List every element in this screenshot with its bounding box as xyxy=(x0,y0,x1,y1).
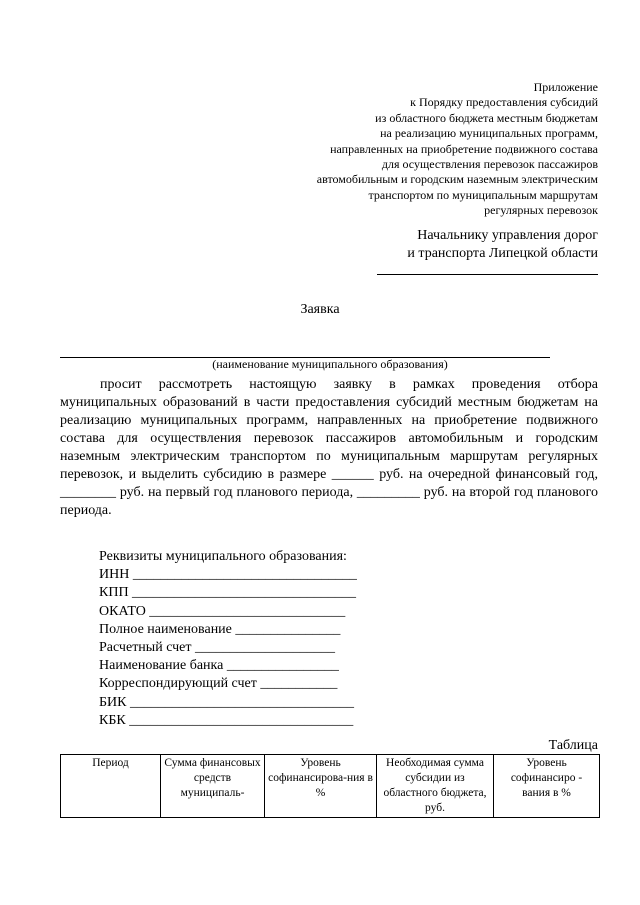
requisite-account: Расчетный счет ____________________ xyxy=(99,640,336,656)
requisites-heading: Реквизиты муниципального образования: xyxy=(99,549,347,564)
table-header-row xyxy=(61,755,600,818)
document-title: Заявка xyxy=(300,302,340,317)
annex-line: автомобильным и городским наземным электрическим xyxy=(316,172,598,187)
header-cofinancing-level: Уровень софинансирова-ния в % xyxy=(265,755,377,818)
annex-line: Приложение xyxy=(533,80,598,94)
header-subsidy-amount: Необходимая сумма субсидии из областного бюджета, руб. xyxy=(377,755,494,818)
annex-line: направленных на приобретение подвижного состава xyxy=(330,141,598,156)
requisite-bik: БИК ________________________________ xyxy=(99,694,354,710)
cofinancing-table xyxy=(60,754,600,818)
requisite-okato: ОКАТО ____________________________ xyxy=(99,603,346,619)
addressee-line-1: Начальнику управления дорог xyxy=(417,228,598,243)
requisite-kbk: КБК ________________________________ xyxy=(99,712,354,728)
annex-line: из областного бюджета местным бюджетам xyxy=(375,110,598,125)
requisite-full-name: Полное наименование _______________ xyxy=(99,621,341,637)
header-cofinancing-level-2: Уровень софинансиро - вания в % xyxy=(494,755,600,818)
annex-line: транспортом по муниципальным маршрутам xyxy=(368,187,598,202)
annex-line: для осуществления перевозок пассажиров xyxy=(381,157,598,172)
requisite-kpp: КПП ________________________________ xyxy=(99,585,357,601)
addressee-signature-line xyxy=(377,274,598,275)
table-label: Таблица xyxy=(548,738,598,753)
header-period: Период xyxy=(61,755,161,818)
requisites-block xyxy=(99,548,399,730)
municipality-caption: (наименование муниципального образования) xyxy=(212,357,448,371)
annex-line: на реализацию муниципальных программ, xyxy=(380,126,598,141)
addressee-block xyxy=(338,227,598,263)
requisite-corr-account: Корреспондирующий счет ___________ xyxy=(99,676,338,692)
header-municipal-funds: Сумма финансовых средств муниципаль- xyxy=(161,755,265,818)
annex-line: к Порядку предоставления субсидий xyxy=(410,95,598,110)
requisite-inn: ИНН ________________________________ xyxy=(99,567,357,583)
annex-header xyxy=(238,80,598,219)
annex-line: регулярных перевозок xyxy=(484,203,598,218)
requisite-bank-name: Наименование банка ________________ xyxy=(99,658,339,674)
request-body-text: просит рассмотреть настоящую заявку в рамках проведения отбора муниципальных образований в части предоставления субсидий местным бюджетам на реализацию муниципальных программ, направленных на приобретение подвижного состава для осуществления перевозок пассажиров автомобильным и городским наземным электрическим транспортом по муниципальным маршрутам регулярных перевозок, и выделить субсидию в размере ______ руб. на очередной финансовый год, ________ руб. на первый год планового периода, _________ руб. на второй год планового периода. xyxy=(60,377,598,518)
addressee-line-2: и транспорта Липецкой области xyxy=(407,246,598,261)
